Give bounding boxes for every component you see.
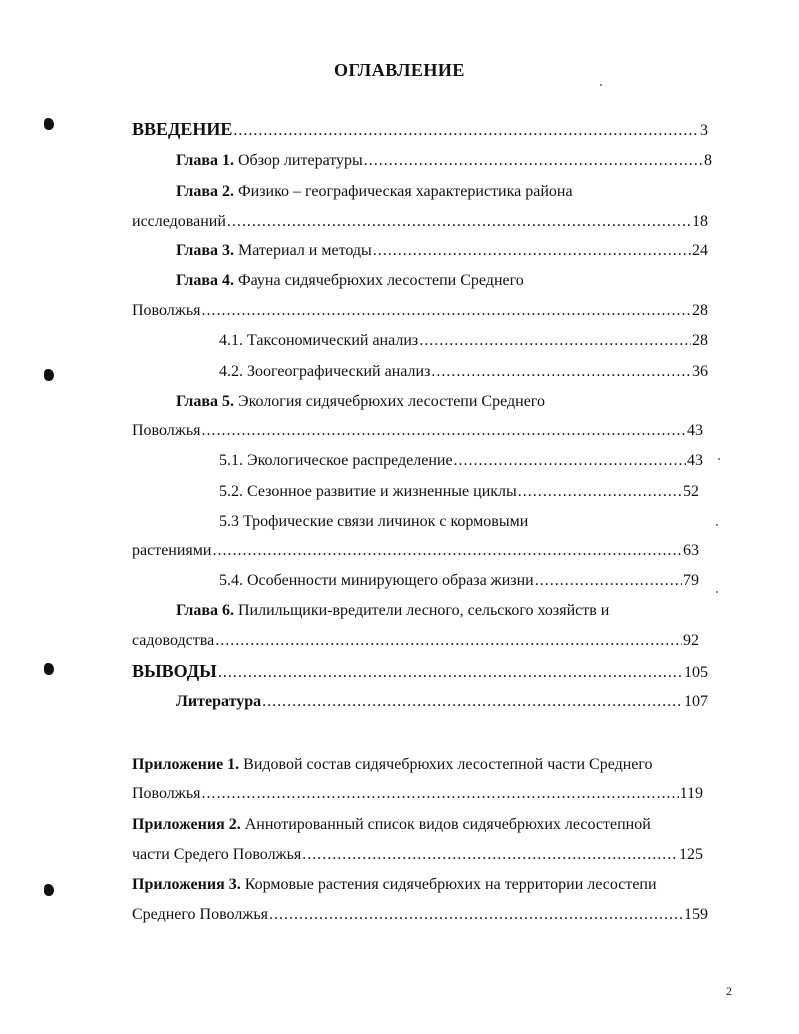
- toc-entry-5-1: [219, 450, 703, 472]
- leader-dots: [201, 783, 678, 805]
- scan-speck: [716, 591, 718, 593]
- toc-page: 92: [683, 632, 699, 649]
- toc-entry-app2-title: Приложения 2. Аннотированный список видов сидячебрюхих лесостепной: [132, 816, 651, 833]
- leader-dots: [201, 420, 686, 442]
- toc-label: части Средего Поволжья: [132, 846, 302, 863]
- leader-dots: [302, 844, 678, 866]
- toc-label: Среднего Поволжья: [132, 906, 269, 923]
- toc-entry-5-3: [132, 540, 699, 562]
- toc-label: ВЫВОДЫ: [132, 661, 217, 681]
- toc-label: исследований: [132, 213, 226, 230]
- toc-entry-app1-title: Приложение 1. Видовой состав сидячебрюхих лесостепной части Среднего: [132, 756, 653, 773]
- toc-entry-ch4: [132, 300, 708, 322]
- leader-dots: [431, 361, 691, 383]
- toc-page: 36: [692, 363, 708, 380]
- toc-entry-conclusions: [132, 660, 708, 682]
- toc-page: 3: [700, 122, 708, 139]
- toc-page: 52: [683, 483, 699, 500]
- toc-label: Глава 1. Обзор литературы: [176, 152, 363, 169]
- toc-label: садоводства: [132, 632, 215, 649]
- scan-speck: [600, 84, 602, 86]
- toc-page: 119: [679, 785, 703, 802]
- toc-entry-5-3-title: 5.3 Трофические связи личинок с кормовыми: [219, 513, 529, 530]
- toc-entry-literature: [176, 691, 708, 713]
- scan-speck: [718, 458, 720, 460]
- toc-entry-app3: [132, 904, 708, 926]
- leader-dots: [518, 481, 682, 503]
- toc-page: 24: [692, 242, 708, 259]
- page-number: 2: [726, 984, 732, 998]
- toc-entry-5-4: [219, 570, 699, 592]
- toc-entry-ch3: [176, 240, 708, 262]
- leader-dots: [373, 240, 691, 262]
- toc-page: 28: [692, 302, 708, 319]
- toc-entry-app2: [132, 844, 703, 866]
- toc-entry-app1: [132, 783, 703, 805]
- toc-label: Поволжья: [132, 302, 201, 319]
- toc-entry-4-2: [219, 361, 708, 383]
- toc-page: 18: [692, 213, 708, 230]
- toc-page: 105: [684, 664, 708, 681]
- toc-label: ВВЕДЕНИЕ: [132, 119, 233, 139]
- toc-page: 125: [679, 846, 703, 863]
- punch-hole-mark: [44, 884, 54, 896]
- toc-entry-ch2-title: Глава 2. Физико – географическая характеристика района: [176, 183, 573, 200]
- toc-label: 5.4. Особенности минирующего образа жизни: [219, 572, 534, 589]
- toc-label: растениями: [132, 542, 212, 559]
- punch-hole-mark: [44, 663, 54, 675]
- toc-label: Поволжья: [132, 422, 201, 439]
- toc-entry-intro: [132, 118, 708, 140]
- toc-label: Глава 3. Материал и методы: [176, 242, 372, 259]
- toc-page: 28: [692, 332, 708, 349]
- leader-dots: [454, 450, 686, 472]
- toc-entry-ch6: [132, 630, 699, 652]
- leader-dots: [419, 330, 691, 352]
- leader-dots: [233, 120, 699, 142]
- page-title: ОГЛАВЛЕНИЕ: [334, 60, 465, 80]
- leader-dots: [218, 662, 683, 684]
- toc-entry-ch1: [176, 150, 712, 172]
- toc-label: 4.2. Зоогеографический анализ: [219, 363, 431, 380]
- toc-entry-ch5-title: Глава 5. Экология сидячебрюхих лесостепи Среднего: [176, 393, 545, 410]
- leader-dots: [364, 150, 703, 172]
- toc-label: 4.1. Таксономический анализ: [219, 332, 419, 349]
- toc-entry-ch6-title: Глава 6. Пилильщики-вредители лесного, сельского хозяйств и: [176, 602, 610, 619]
- toc-page: 43: [687, 452, 703, 469]
- leader-dots: [269, 904, 683, 926]
- leader-dots: [227, 211, 691, 233]
- toc-label: 5.2. Сезонное развитие и жизненные циклы: [219, 483, 517, 500]
- toc-label: 5.1. Экологическое распределение: [219, 452, 453, 469]
- toc-entry-4-1: [219, 330, 708, 352]
- toc-entry-5-2: [219, 481, 699, 503]
- scan-speck: [716, 524, 718, 526]
- toc-page: 63: [683, 542, 699, 559]
- toc-entry-ch2: [132, 211, 708, 233]
- leader-dots: [535, 570, 682, 592]
- toc-page: 159: [684, 906, 708, 923]
- toc-page: 79: [683, 572, 699, 589]
- punch-hole-mark: [44, 369, 54, 381]
- toc-page: 107: [684, 693, 708, 710]
- toc-entry-app3-title: Приложения 3. Кормовые растения сидячебрюхих на территории лесостепи: [132, 876, 657, 893]
- toc-label: Поволжья: [132, 785, 201, 802]
- leader-dots: [201, 300, 691, 322]
- leader-dots: [212, 540, 682, 562]
- toc-entry-ch5: [132, 420, 703, 442]
- leader-dots: [262, 691, 683, 713]
- toc-page: 43: [687, 422, 703, 439]
- punch-hole-mark: [44, 118, 54, 130]
- toc-entry-ch4-title: Глава 4. Фауна сидячебрюхих лесостепи Среднего: [176, 272, 524, 289]
- toc-label: Литература: [176, 693, 262, 710]
- leader-dots: [215, 630, 682, 652]
- toc-page: 8: [704, 152, 712, 169]
